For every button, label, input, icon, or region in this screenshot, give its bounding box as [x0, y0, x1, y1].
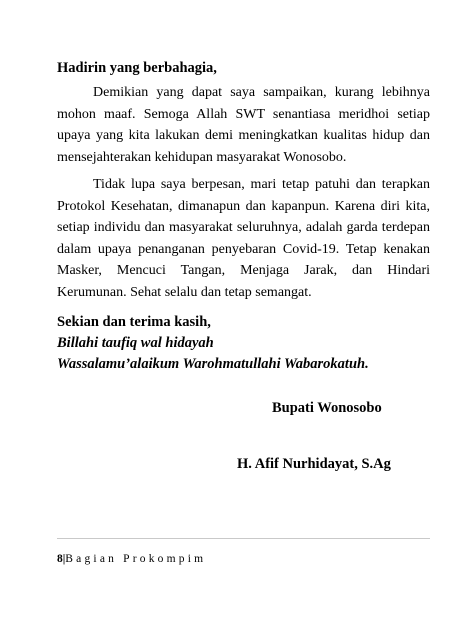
paragraph-closing-remarks: Demikian yang dapat saya sampaikan, kurang lebihnya mohon maaf. Semoga Allah SWT senantiasa meridhoi setiap upaya yang kita lakukan demi meningkatkan kualitas hidup dan mensejahterakan kehidupan masyarakat Wonosobo. — [57, 85, 430, 165]
footer-divider — [57, 538, 430, 539]
closing-prayer: Billahi taufiq wal hidayah — [57, 335, 214, 351]
closing-block — [57, 312, 369, 375]
page-footer — [57, 553, 206, 565]
paragraph-health-protocol: Tidak lupa saya berpesan, mari tetap patuhi dan terapkan Protokol Kesehatan, dimanapun dan kapanpun. Karena diri kita, setiap individu dan masyarakat seluruhnya, adalah garda terdepan dalam upaya penanganan penyebaran Covid-19. Tetap kenakan Masker, Mencuci Tangan, Menjaga Jarak, dan Hindari Kerumunan. Sehat selalu dan tetap semangat. — [57, 177, 430, 300]
footer-separator: | — [62, 553, 66, 565]
signature-title: Bupati Wonosobo — [272, 400, 382, 416]
footer-section-label: Bagian Prokompim — [65, 553, 207, 565]
closing-thanks: Sekian dan terima kasih, — [57, 314, 211, 330]
closing-salutation: Wassalamu’alaikum Warohmatullahi Wabarokatuh. — [57, 356, 369, 372]
signature-name: H. Afif Nurhidayat, S.Ag — [237, 456, 391, 472]
page-number: 8 — [57, 553, 63, 565]
greeting-heading: Hadirin yang berbahagia, — [57, 60, 217, 76]
